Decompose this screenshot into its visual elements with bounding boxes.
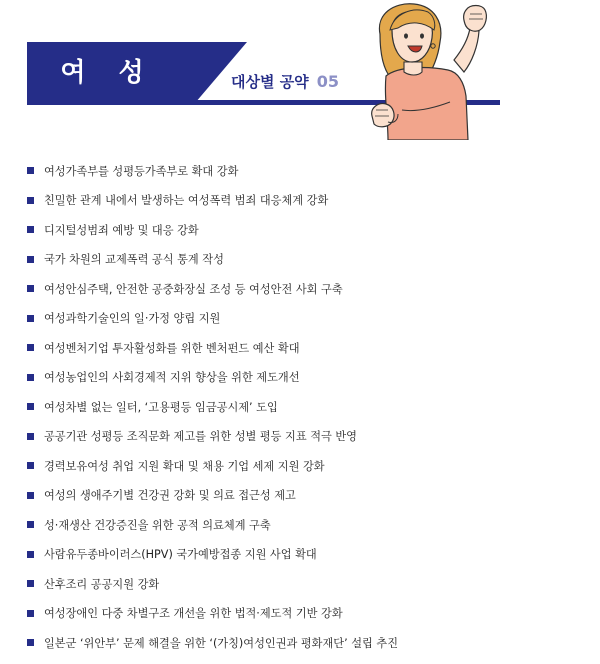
list-item <box>27 304 398 334</box>
list-item <box>27 569 398 599</box>
cheering-woman-illustration <box>358 0 500 140</box>
square-bullet-icon <box>27 551 34 558</box>
square-bullet-icon <box>27 433 34 440</box>
pledge-text: 여성차별 없는 일터, ‘고용평등 임금공시제’ 도입 <box>44 400 278 414</box>
list-item <box>27 451 398 481</box>
list-item <box>27 540 398 570</box>
list-item <box>27 215 398 245</box>
pledge-text: 성·재생산 건강증진을 위한 공적 의료체계 구축 <box>44 518 271 532</box>
list-item <box>27 333 398 363</box>
pledge-text: 여성안심주택, 안전한 공중화장실 조성 등 여성안전 사회 구축 <box>44 282 343 296</box>
pledge-text: 여성장애인 다중 차별구조 개선을 위한 법적·제도적 기반 강화 <box>44 607 343 621</box>
square-bullet-icon <box>27 167 34 174</box>
list-item <box>27 245 398 275</box>
square-bullet-icon <box>27 256 34 263</box>
pledge-text: 여성의 생애주기별 건강권 강화 및 의료 접근성 제고 <box>44 489 296 503</box>
pledge-text: 경력보유여성 취업 지원 확대 및 채용 기업 세제 지원 강화 <box>44 459 325 473</box>
pledge-text: 산후조리 공공지원 강화 <box>44 577 160 591</box>
pledge-text: 공공기관 성평등 조직문화 제고를 위한 성별 평등 지표 적극 반영 <box>44 430 357 444</box>
list-item <box>27 363 398 393</box>
page-title: 여 성 <box>60 58 156 88</box>
pledge-text: 사람유두종바이러스(HPV) 국가예방접종 지원 사업 확대 <box>44 548 317 562</box>
category-number: 05 <box>316 72 339 91</box>
square-bullet-icon <box>27 580 34 587</box>
category-label <box>231 71 339 92</box>
square-bullet-icon <box>27 315 34 322</box>
square-bullet-icon <box>27 285 34 292</box>
list-item <box>27 628 398 658</box>
square-bullet-icon <box>27 639 34 646</box>
square-bullet-icon <box>27 344 34 351</box>
list-item <box>27 599 398 629</box>
pledge-text: 일본군 ‘위안부’ 문제 해결을 위한 ‘(가칭)여성인권과 평화재단’ 설립 추진 <box>44 636 399 650</box>
header <box>0 0 600 140</box>
list-item <box>27 481 398 511</box>
square-bullet-icon <box>27 462 34 469</box>
list-item <box>27 156 398 186</box>
pledge-text: 디지털성범죄 예방 및 대응 강화 <box>44 223 199 237</box>
pledge-text: 친밀한 관계 내에서 발생하는 여성폭력 범죄 대응체계 강화 <box>44 194 329 208</box>
square-bullet-icon <box>27 374 34 381</box>
list-item <box>27 422 398 452</box>
pledge-text: 여성벤처기업 투자활성화를 위한 벤처펀드 예산 확대 <box>44 341 300 355</box>
category-text: 대상별 공약 <box>231 73 309 91</box>
list-item <box>27 392 398 422</box>
list-item <box>27 274 398 304</box>
square-bullet-icon <box>27 226 34 233</box>
square-bullet-icon <box>27 197 34 204</box>
pledge-text: 국가 차원의 교제폭력 공식 통계 작성 <box>44 253 224 267</box>
pledge-text: 여성농업인의 사회경제적 지위 향상을 위한 제도개선 <box>44 371 300 385</box>
square-bullet-icon <box>27 521 34 528</box>
square-bullet-icon <box>27 492 34 499</box>
pledge-text: 여성과학기술인의 일·가정 양립 지원 <box>44 312 221 326</box>
pledge-list <box>27 156 398 658</box>
square-bullet-icon <box>27 403 34 410</box>
pledge-text: 여성가족부를 성평등가족부로 확대 강화 <box>44 164 239 178</box>
list-item <box>27 510 398 540</box>
square-bullet-icon <box>27 610 34 617</box>
list-item <box>27 186 398 216</box>
